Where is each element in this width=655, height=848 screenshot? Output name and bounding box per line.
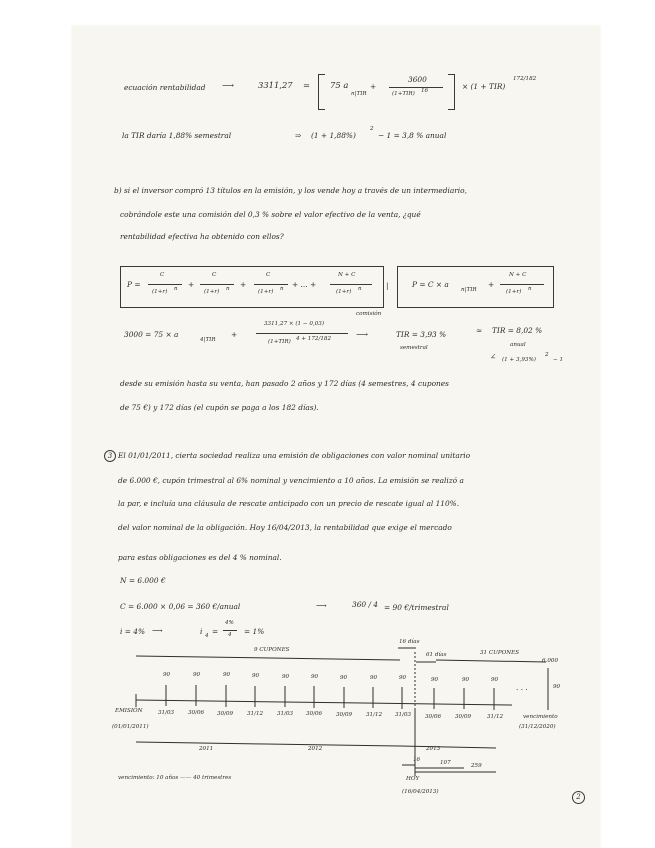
tl-final-value: 6.000 (542, 658, 559, 664)
arrow-icon: ⟶ (356, 329, 369, 339)
coupon-label: 90 (223, 672, 231, 678)
calc-i4-eq: = (212, 627, 219, 636)
tl-n259: 259 (471, 763, 482, 769)
question-b-line-2: cobrándole este una comisión del 0,3 % sobre el valor efectivo de la venta, ¿qué (120, 210, 421, 219)
arrow-icon: ⟶ (316, 601, 327, 610)
coupon-label: 90 (491, 677, 499, 683)
fbl-t4-num: N + C (338, 272, 356, 278)
eq1-tail-exp: 172/182 (513, 76, 537, 82)
problem3-line-2: de 6.000 €, cupón trimestral al 6% nominal y vencimiento a 10 años. La emisión se realizó a (118, 476, 464, 485)
eq1-frac-den-exp: 16 (421, 88, 429, 94)
problem3-line-5: para estas obligaciones es del 4 % nominal. (118, 553, 282, 562)
date-label: 31/12 (487, 714, 504, 720)
coupon-label: 90 (462, 677, 470, 683)
date-label: 30/06 (425, 714, 442, 720)
fbl-p: P = (127, 280, 141, 289)
implies-icon: ⇒ (295, 131, 302, 140)
date-label: 30/09 (336, 712, 353, 718)
tl-year-2013: 2013 (426, 746, 441, 752)
calc-i-left: i = 4% (120, 627, 145, 636)
calc-c-frac: 360 / 4 (352, 600, 378, 609)
date-label: 30/06 (306, 711, 323, 717)
coupon-label: 90 (370, 675, 378, 681)
year-2013-bracket (400, 746, 496, 748)
fbl-t2-exp: n (226, 286, 230, 292)
cupones31-bracket (436, 660, 546, 662)
problem3-line-3: la par, e incluía una cláusula de rescate anticipado con un precio de rescate igual al 110%. (118, 499, 460, 508)
fbr-p: P = C × a (412, 280, 449, 289)
fbl-t1-num: C (160, 272, 165, 278)
fbl-dots: + ... + (292, 280, 317, 289)
calc-i4-result: = 1% (244, 627, 265, 636)
eq2-last: (1 + 3,93%) (502, 357, 536, 363)
tl-dias16: 16 días (399, 639, 420, 645)
tl-emision: EMISIÓN (115, 708, 143, 714)
eq2-sem: semestral (400, 345, 428, 351)
eq2-den-exp: 4 + 172/182 (296, 336, 332, 342)
year-2011-bracket (136, 742, 266, 744)
date-label: 30/09 (217, 711, 234, 717)
fbl-t4-den: (1+r) (336, 289, 352, 295)
plus-sign: + (370, 82, 377, 91)
fbl-t2-den: (1+r) (204, 289, 220, 295)
tl-cupones31: 31 CUPONES (480, 650, 520, 656)
eq2-lhs: 3000 = 75 × a (124, 330, 179, 339)
eq1-rhs-tail: × (1 + TIR) (462, 82, 506, 91)
calc-n: N = 6.000 € (120, 576, 166, 585)
cupones9-bracket (136, 656, 400, 660)
date-label: 31/03 (158, 710, 175, 716)
coupon-label: 90 (163, 672, 171, 678)
tl-ellipsis: . . . (516, 683, 528, 692)
eq1-rhs-part1: 75 a (330, 80, 349, 90)
calc-i4-sub: 4 (205, 633, 209, 639)
tl-cupones9: 9 CUPONES (254, 647, 290, 653)
question-b-line-1: b) si el inversor compró 13 títulos en la emisión, y los vende hoy a través de un intermediario, (114, 186, 467, 195)
tl-hoy-date: (16/04/2013) (402, 789, 439, 795)
coupon-label: 90 (399, 675, 407, 681)
tl-dias61: 61 días (426, 652, 447, 658)
eq2-sub: 4|TIR (200, 337, 216, 343)
coupon-label: 90 (252, 673, 260, 679)
eq2-last-tail: − 1 (553, 357, 564, 363)
tir-exp: 2 (370, 126, 374, 132)
eq2-last-exp: 2 (545, 352, 549, 358)
fbl-t1-den: (1+r) (152, 289, 168, 295)
coupon-label: 90 (431, 677, 439, 683)
fbl-t3-den: (1+r) (258, 289, 274, 295)
question-b-line-3: rentabilidad efectiva ha obtenido con ellos? (120, 232, 284, 241)
date-label: 31/03 (277, 711, 294, 717)
tl-n16: 16 (413, 757, 421, 763)
eq2-plus: + (231, 330, 238, 339)
arrow-icon: ⟶ (222, 80, 235, 90)
angle-arrow-icon: ∠ (490, 352, 497, 361)
fbr-exp: n (528, 286, 532, 292)
eq2-approx: ≈ (476, 326, 483, 335)
eq2-tir-sem: TIR = 3,93 % (396, 330, 447, 339)
date-label: 31/12 (366, 712, 383, 718)
date-label: 30/09 (455, 714, 472, 720)
page-number: 2 (572, 791, 585, 804)
date-label: 31/03 (395, 712, 412, 718)
calc-i4: i (200, 627, 203, 636)
desde-line-1: desde su emisión hasta su venta, han pasado 2 años y 172 días (4 semestres, 4 cupones (120, 379, 449, 388)
eq1-rhs-sub1: n|TIR (351, 91, 367, 97)
fbr-den: (1+r) (506, 289, 522, 295)
fbl-t2-num: C (212, 272, 217, 278)
fbr-sub: n|TIR (461, 287, 477, 293)
fbr-num: N + C (509, 272, 527, 278)
calc-i4-den: 4 (228, 632, 232, 638)
tir-rest: − 1 = 3,8 % anual (378, 131, 447, 140)
tir-formula: (1 + 1,88%) (311, 131, 356, 140)
year-2012-bracket (266, 744, 400, 746)
problem-number: 3 (104, 450, 116, 462)
calc-i4-num: 4% (225, 620, 234, 626)
eq2-anual: anual (510, 342, 526, 348)
eq1-lhs: 3311,27 (258, 80, 293, 90)
tl-n107: 107 (440, 760, 451, 766)
equals-sign: = (303, 80, 311, 90)
fbl-t1-exp: n (174, 286, 178, 292)
timeline-axis (136, 700, 512, 705)
eq1-frac-num: 3600 (408, 75, 427, 84)
problem3-line-1: El 01/01/2011, cierta sociedad realiza una emisión de obligaciones con valor nominal unitario (118, 451, 471, 460)
coupon-label: 90 (311, 674, 319, 680)
tl-year-2012: 2012 (308, 746, 323, 752)
tl-vencimiento-note: vencimiento: 10 años —— 40 trimestres (118, 775, 232, 781)
double-bar-icon: | (386, 281, 389, 290)
eq2-num: 3311,27 × (1 − 0,03) (264, 321, 324, 327)
plus-sign: + (240, 280, 247, 289)
calc-c-line: C = 6.000 × 0,06 = 360 €/anual (120, 602, 241, 611)
date-label: 31/12 (247, 711, 264, 717)
tir-text: la TIR daría 1,88% semestral (122, 131, 232, 140)
eq2-den: (1+TIR) (268, 339, 291, 345)
desde-line-2: de 75 €) y 172 días (el cupón se paga a los 182 días). (120, 403, 319, 412)
tl-vencimiento-date: (31/12/2020) (519, 724, 556, 730)
tl-vencimiento: vencimiento (523, 714, 558, 720)
eq1-label: ecuación rentabilidad (124, 83, 206, 92)
eq2-comision: comisión (356, 311, 382, 317)
coupon-label: 90 (340, 675, 348, 681)
eq2-tir-anual: TIR = 8,02 % (492, 326, 543, 335)
fbl-t3-num: C (266, 272, 271, 278)
coupon-label: 90 (282, 674, 290, 680)
problem3-line-4: del valor nominal de la obligación. Hoy 16/04/2013, la rentabilidad que exige el mercado (118, 523, 452, 532)
fbr-plus: + (488, 280, 495, 289)
calc-c-result: = 90 €/trimestral (384, 603, 449, 612)
fbl-t3-exp: n (280, 286, 284, 292)
date-label: 30/06 (188, 710, 205, 716)
coupon-label: 90 (193, 672, 201, 678)
fbl-t4-exp: n (358, 286, 362, 292)
tl-hoy: HOY (406, 776, 420, 782)
arrow-icon: ⟶ (152, 626, 163, 635)
plus-sign: + (188, 280, 195, 289)
tl-final-coupon: 90 (553, 684, 561, 690)
tl-year-2011: 2011 (199, 746, 214, 752)
tl-emision-date: (01/01/2011) (112, 724, 149, 730)
eq1-frac-den: (1+TIR) (392, 91, 415, 97)
